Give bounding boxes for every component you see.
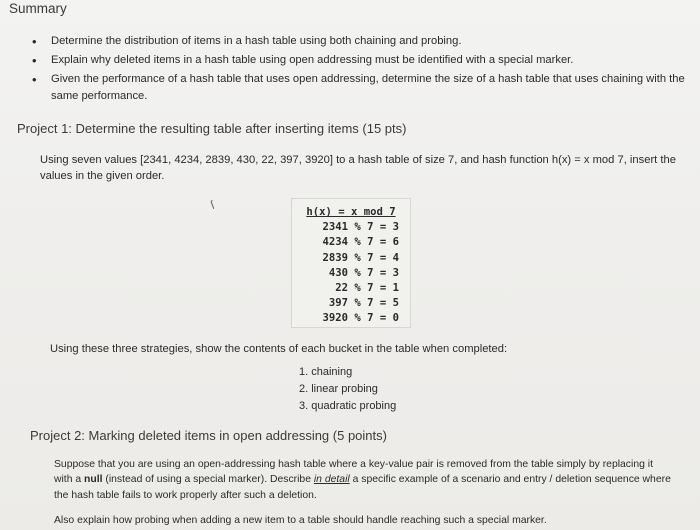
project1-description: Using seven values [2341, 4234, 2839, 430, 22, 397, 3920] to a hash table of size 7, and hash function h(x) = x mod 7, insert the values in the given order. — [40, 154, 676, 182]
summary-bullet-text: Determine the distribution of items in a hash table using both chaining and probing. — [51, 35, 462, 47]
hash-line: 2341 % 7 = 3 — [322, 221, 399, 234]
project1-title: Project 1: Determine the resulting table after inserting items (15 pts) — [17, 121, 407, 136]
summary-bullet — [32, 71, 692, 105]
project2-text-start: Suppose that you are using an open-addressing hash table where a key-value pair is removed from the table simply by replacing it with a — [54, 459, 653, 486]
strategy-item: 2. linear probing — [299, 383, 378, 395]
strategy-item: 3. quadratic probing — [299, 400, 397, 412]
strategy-item: 1. chaining — [299, 366, 353, 378]
summary-bullet-text: Explain why deleted items in a hash table using open addressing must be identified with a special marker. — [51, 54, 574, 66]
hash-computation-box — [291, 198, 411, 328]
hash-line: 4234 % 7 = 6 — [322, 236, 399, 249]
bullet-icon: • — [32, 72, 37, 87]
hash-function-header: h(x) = x mod 7 — [306, 206, 396, 218]
project2-description — [54, 457, 674, 503]
in-detail-emphasis: in detail — [313, 474, 350, 486]
strategy-list — [299, 364, 396, 415]
hash-line: 22 % 7 = 1 — [335, 282, 399, 295]
strategies-intro: Using these three strategies, show the contents of each bucket in the table when completed: — [50, 343, 508, 355]
hash-line: 430 % 7 = 3 — [328, 266, 399, 279]
bullet-icon: • — [32, 34, 37, 49]
summary-bullet — [32, 33, 692, 50]
project2-probing-note: Also explain how probing when adding a new item to a table should handle reaching such a special marker. — [54, 515, 547, 526]
project2-text-end: a specific example of a scenario and entry / deletion sequence where the hash table fails to work properly after such a deletion. — [54, 474, 671, 501]
project2-text-mid: (instead of using a special marker). Describe — [102, 474, 314, 486]
summary-title: Summary — [9, 1, 67, 16]
hash-line: 2839 % 7 = 4 — [322, 251, 399, 264]
null-keyword: null — [84, 474, 103, 486]
pen-mark-icon: ſ — [208, 197, 216, 213]
summary-bullet-list — [32, 33, 692, 107]
hash-line: 3920 % 7 = 0 — [322, 312, 399, 325]
project2-title: Project 2: Marking deleted items in open addressing (5 points) — [30, 428, 387, 443]
summary-bullet — [32, 52, 692, 69]
bullet-icon: • — [32, 53, 37, 68]
hash-line: 397 % 7 = 5 — [328, 297, 399, 310]
summary-bullet-text: Given the performance of a hash table that uses open addressing, determine the size of a hash table that uses chaining with the same performance. — [51, 73, 685, 102]
